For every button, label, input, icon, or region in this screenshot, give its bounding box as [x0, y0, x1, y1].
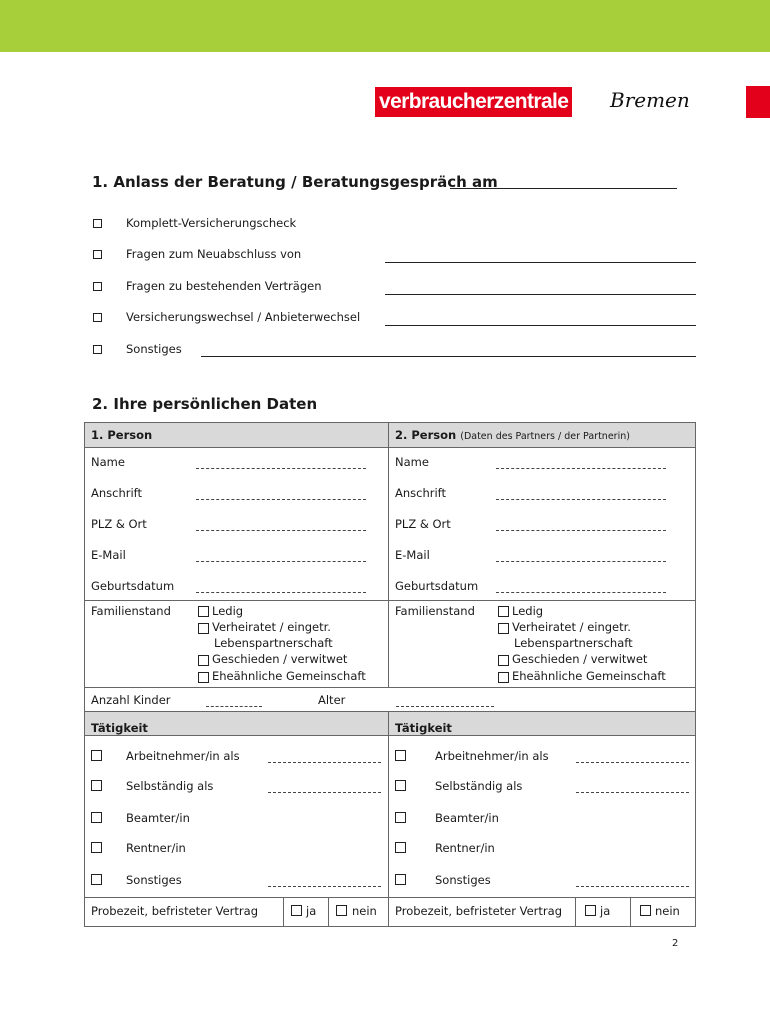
checkbox-sonstiges[interactable]: [93, 345, 102, 354]
p1-arbeitnehmer-checkbox[interactable]: [91, 750, 102, 761]
p1-plz-field[interactable]: [196, 530, 366, 531]
p2-rentner-checkbox[interactable]: [395, 842, 406, 853]
neuabschluss-line[interactable]: [385, 262, 696, 263]
p2-verheiratet-checkbox[interactable]: [498, 623, 509, 634]
option-sonstiges: Sonstiges: [126, 342, 182, 356]
p2-arbeitnehmer-label: Arbeitnehmer/in als: [435, 749, 549, 763]
p2-email-label: E-Mail: [395, 548, 430, 562]
p1-lebenspartnerschaft-label: Lebenspartnerschaft: [214, 636, 333, 650]
p2-geburtsdatum-label: Geburtsdatum: [395, 579, 479, 593]
p1-geburtsdatum-label: Geburtsdatum: [91, 579, 175, 593]
red-corner-mark: [746, 86, 770, 118]
person2-header: 2. Person: [395, 428, 457, 442]
p2-geburtsdatum-field[interactable]: [496, 592, 666, 593]
person2-note: (Daten des Partners / der Partnerin): [460, 431, 630, 442]
p1-name-label: Name: [91, 455, 125, 469]
p2-plz-label: PLZ & Ort: [395, 517, 451, 531]
p2-ja-label: ja: [600, 904, 611, 918]
option-neuabschluss: Fragen zum Neuabschluss von: [126, 247, 302, 261]
divider: [85, 735, 695, 736]
p1-verheiratet-label: Verheiratet / eingetr.: [212, 620, 331, 634]
p2-selbstaendig-checkbox[interactable]: [395, 780, 406, 791]
p1-nein-label: nein: [352, 904, 377, 918]
column-divider: [630, 897, 631, 926]
p2-sonstiges-field[interactable]: [576, 886, 689, 887]
p2-email-field[interactable]: [496, 561, 666, 562]
p1-ledig-label: Ledig: [212, 604, 244, 618]
p1-geburtsdatum-field[interactable]: [196, 592, 366, 593]
bestehende-line[interactable]: [385, 294, 696, 295]
p1-arbeitnehmer-field[interactable]: [268, 762, 381, 763]
p1-anschrift-label: Anschrift: [91, 486, 143, 500]
column-divider: [575, 897, 576, 926]
p1-geschieden-label: Geschieden / verwitwet: [212, 652, 348, 666]
person1-header: 1. Person: [91, 428, 153, 442]
p1-eheaehnlich-checkbox[interactable]: [198, 672, 209, 683]
p2-eheaehnlich-checkbox[interactable]: [498, 672, 509, 683]
p2-sonstiges-checkbox[interactable]: [395, 874, 406, 885]
wechsel-line[interactable]: [385, 325, 696, 326]
column-divider: [388, 711, 389, 926]
p1-rentner-checkbox[interactable]: [91, 842, 102, 853]
divider: [85, 600, 695, 601]
divider: [85, 687, 695, 688]
divider: [85, 711, 695, 712]
bremen-wordmark: Bremen: [610, 88, 690, 112]
p1-familienstand-label: Familienstand: [91, 604, 171, 618]
p2-anschrift-field[interactable]: [496, 499, 666, 500]
date-line[interactable]: [450, 188, 677, 189]
divider: [85, 447, 695, 448]
p1-beamter-label: Beamter/in: [126, 811, 190, 825]
column-divider: [388, 423, 389, 687]
p2-beamter-label: Beamter/in: [435, 811, 499, 825]
divider: [85, 897, 695, 898]
p1-eheaehnlich-label: Eheähnliche Gemeinschaft: [212, 669, 366, 683]
column-divider: [283, 897, 284, 926]
option-wechsel: Versicherungswechsel / Anbieterwechsel: [126, 310, 361, 324]
p2-geschieden-checkbox[interactable]: [498, 655, 509, 666]
p1-rentner-label: Rentner/in: [126, 841, 186, 855]
p1-taetigkeit-header: Tätigkeit: [91, 721, 148, 735]
p1-probezeit-label: Probezeit, befristeter Vertrag: [91, 904, 258, 918]
p1-selbstaendig-checkbox[interactable]: [91, 780, 102, 791]
p1-email-field[interactable]: [196, 561, 366, 562]
p2-beamter-checkbox[interactable]: [395, 812, 406, 823]
column-divider: [328, 897, 329, 926]
p1-anschrift-field[interactable]: [196, 499, 366, 500]
kinder-field[interactable]: [206, 706, 262, 707]
option-komplett: Komplett-Versicherungscheck: [126, 216, 297, 230]
p2-selbstaendig-field[interactable]: [576, 792, 689, 793]
p2-familienstand-label: Familienstand: [395, 604, 475, 618]
section1-title: 1. Anlass der Beratung / Beratungsgespräch am: [92, 173, 498, 191]
p1-ledig-checkbox[interactable]: [198, 606, 209, 617]
p1-verheiratet-checkbox[interactable]: [198, 623, 209, 634]
p2-ledig-label: Ledig: [512, 604, 544, 618]
p2-probezeit-label: Probezeit, befristeter Vertrag: [395, 904, 562, 918]
page-number: 2: [672, 938, 679, 949]
alter-field[interactable]: [396, 706, 494, 707]
p2-lebenspartnerschaft-label: Lebenspartnerschaft: [514, 636, 633, 650]
section2-title: 2. Ihre persönlichen Daten: [92, 395, 318, 413]
p1-ja-checkbox[interactable]: [291, 905, 302, 916]
p2-arbeitnehmer-checkbox[interactable]: [395, 750, 406, 761]
taetigkeit-header-row: [85, 711, 695, 735]
person2-header-group: [395, 428, 630, 442]
checkbox-wechsel[interactable]: [93, 313, 102, 322]
p2-name-label: Name: [395, 455, 429, 469]
p1-name-field[interactable]: [196, 468, 366, 469]
p2-name-field[interactable]: [496, 468, 666, 469]
p1-sonstiges-field[interactable]: [268, 886, 381, 887]
p2-ja-checkbox[interactable]: [585, 905, 596, 916]
p1-plz-label: PLZ & Ort: [91, 517, 147, 531]
p1-nein-checkbox[interactable]: [336, 905, 347, 916]
checkbox-komplett[interactable]: [93, 219, 102, 228]
p1-ja-label: ja: [306, 904, 317, 918]
checkbox-neuabschluss[interactable]: [93, 250, 102, 259]
kinder-label: Anzahl Kinder: [91, 693, 171, 707]
p2-nein-label: nein: [655, 904, 680, 918]
p1-sonstiges-label: Sonstiges: [126, 873, 182, 887]
checkbox-bestehende[interactable]: [93, 282, 102, 291]
p2-anschrift-label: Anschrift: [395, 486, 447, 500]
top-color-bar: [0, 0, 770, 52]
sonstiges-line[interactable]: [201, 356, 696, 357]
p2-selbstaendig-label: Selbständig als: [435, 779, 523, 793]
p1-arbeitnehmer-label: Arbeitnehmer/in als: [126, 749, 240, 763]
p2-verheiratet-label: Verheiratet / eingetr.: [512, 620, 631, 634]
p2-sonstiges-label: Sonstiges: [435, 873, 491, 887]
p2-plz-field[interactable]: [496, 530, 666, 531]
p2-rentner-label: Rentner/in: [435, 841, 495, 855]
alter-label: Alter: [318, 693, 346, 707]
p2-eheaehnlich-label: Eheähnliche Gemeinschaft: [512, 669, 666, 683]
p2-arbeitnehmer-field[interactable]: [576, 762, 689, 763]
p2-nein-checkbox[interactable]: [640, 905, 651, 916]
p2-taetigkeit-header: Tätigkeit: [395, 721, 452, 735]
p1-sonstiges-checkbox[interactable]: [91, 874, 102, 885]
p1-selbstaendig-field[interactable]: [268, 792, 381, 793]
p1-email-label: E-Mail: [91, 548, 126, 562]
p2-ledig-checkbox[interactable]: [498, 606, 509, 617]
option-bestehende: Fragen zu bestehenden Verträgen: [126, 279, 322, 293]
p1-beamter-checkbox[interactable]: [91, 812, 102, 823]
p1-geschieden-checkbox[interactable]: [198, 655, 209, 666]
p2-geschieden-label: Geschieden / verwitwet: [512, 652, 648, 666]
verbraucherzentrale-logo: verbraucherzentrale: [375, 87, 572, 117]
p1-selbstaendig-label: Selbständig als: [126, 779, 214, 793]
